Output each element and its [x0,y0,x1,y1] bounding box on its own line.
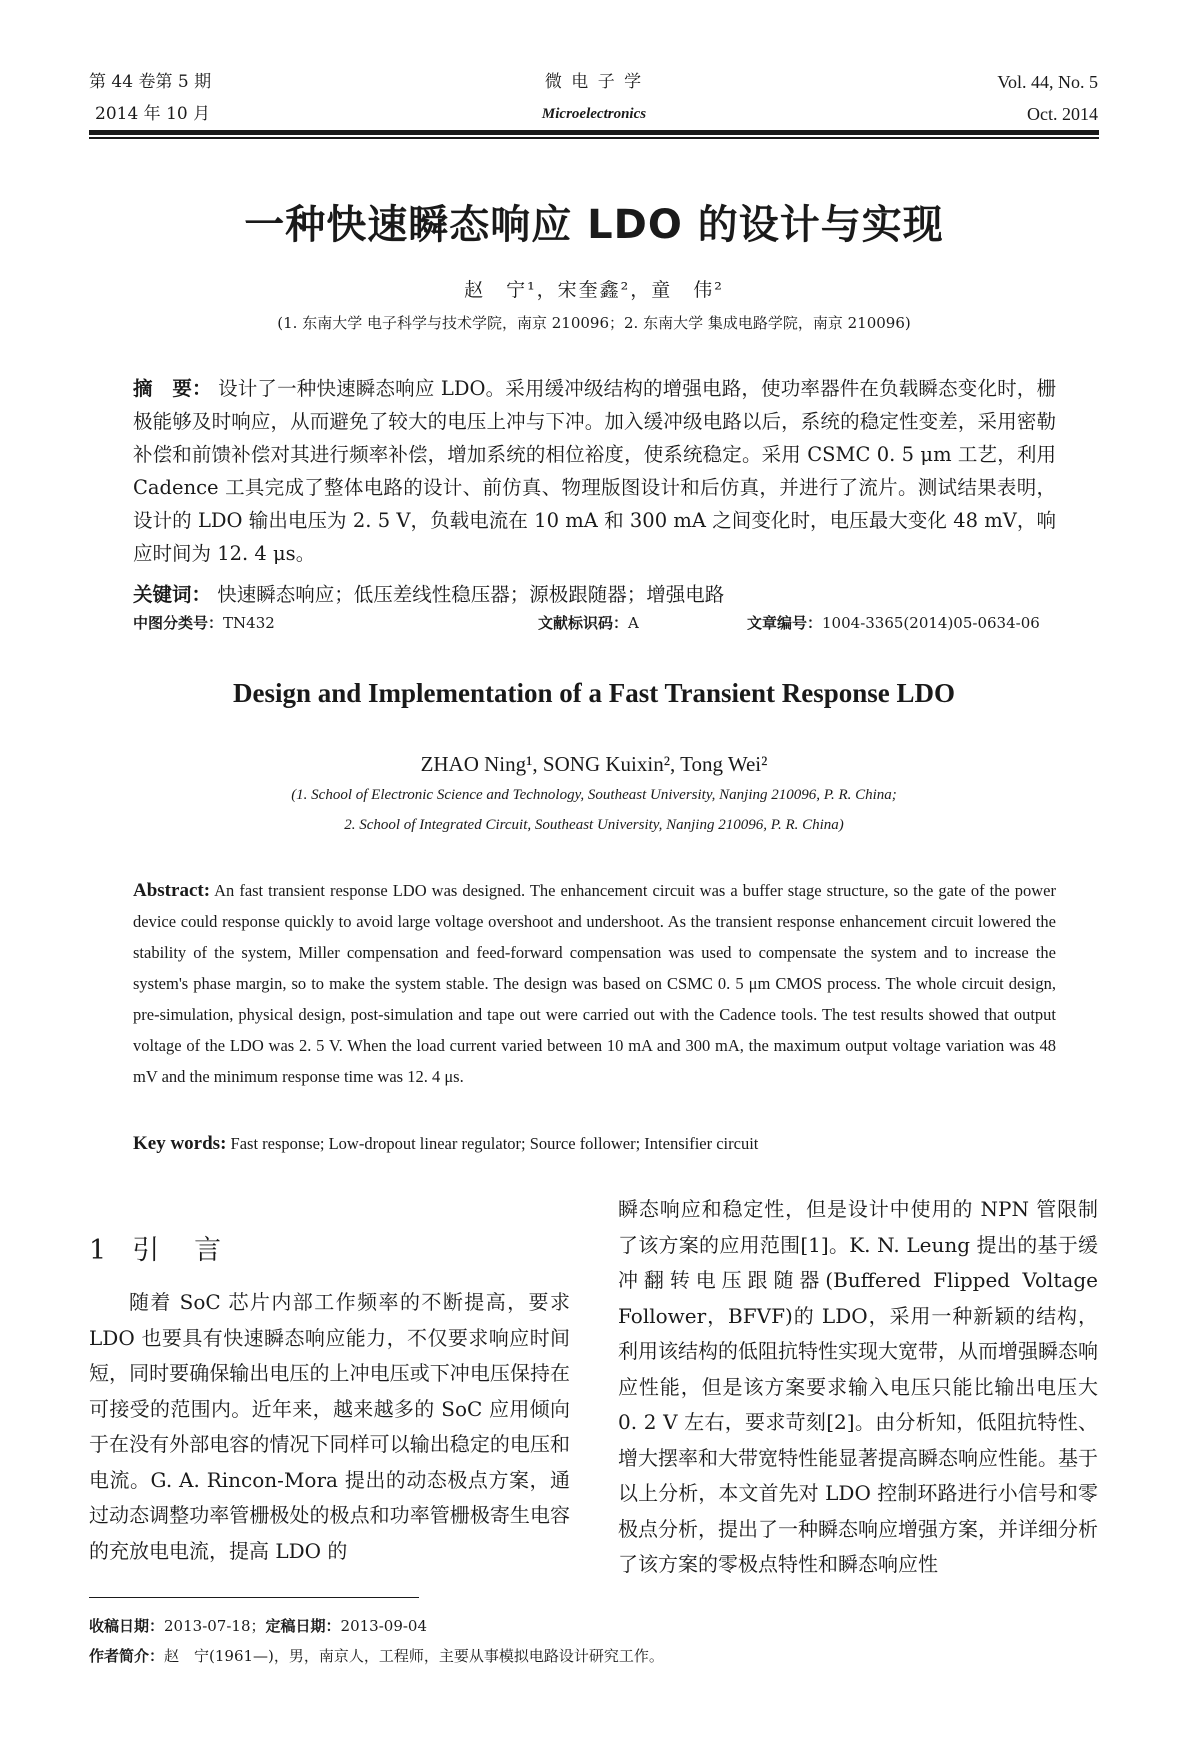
volume-cn: 第 44 卷第 5 期 [89,72,212,92]
journal-cn: 微 电 子 学 [544,72,644,92]
author-bio: 赵 宁(1961—)，男，南京人，工程师，主要从事模拟电路设计研究工作。 [164,1647,664,1665]
received-date: 2013-07-18 [164,1617,251,1635]
affiliation-cn: (1. 东南大学 电子科学与技术学院，南京 210096；2. 东南大学 集成电路学院，南京 210096) [277,314,911,332]
keywords-cn [133,578,1056,611]
title-cn: 一种快速瞬态响应 LDO 的设计与实现 [244,202,944,248]
footnote-rule [89,1597,419,1598]
abstract-cn [133,372,1056,570]
author-label: 作者简介： [89,1647,165,1665]
authors-cn: 赵 宁¹，宋奎鑫²，童 伟² [464,279,724,301]
article-number: 文章编号：1004-3365(2014)05-0634-06 [747,614,1040,632]
accepted-label: 定稿日期： [265,1617,341,1635]
authors-en: ZHAO Ning¹, SONG Kuixin², Tong Wei² [420,752,768,776]
abstract-en [133,875,1056,1092]
section-number: 1 [89,1235,111,1266]
date-cn: 2014 年 10 月 [95,104,211,124]
affiliation-en-1: (1. School of Electronic Science and Technology, Southeast University, Nanjing 210096, P. R. China; [291,787,897,803]
keywords-cn-text: 快速瞬态响应；低压差线性稳压器；源极跟随器；增强电路 [217,583,725,606]
title-en: Design and Implementation of a Fast Transient Response LDO [232,678,956,708]
header-rule-thin [89,137,1099,139]
section-title: 引 言 [132,1235,226,1266]
keywords-cn-label: 关键词： [133,583,212,606]
body-left-column: 随着 SoC 芯片内部工作频率的不断提高，要求 LDO 也要具有快速瞬态响应能力，不仅要求响应时间短，同时要确保输出电压的上冲电压或下冲电压保持在可接受的范围内。近年来，越来越多的 SoC 应用倾向于在没有外部电容的情况下同样可以输出稳定的电压和电流。G. A. Rincon-Mora 提出的动态极点方案，通过动态调整功率管栅极处的极点和功率管栅极寄生电容的充放电电流，提高 LDO 的 [89,1290,570,1563]
journal-en: Microelectronics [541,106,647,122]
doc-code: 文献标识码：A [538,614,639,632]
abstract-en-label: Abstract: [133,880,211,901]
keywords-en-text: Fast response; Low-dropout linear regulator; Source follower; Intensifier circuit [230,1134,759,1153]
accepted-date: 2013-09-04 [340,1617,428,1635]
footnote-dates: 收稿日期：2013-07-18；定稿日期：2013-09-04 [89,1617,428,1635]
abstract-cn-text: 设计了一种快速瞬态响应 LDO。采用缓冲级结构的增强电路，使功率器件在负载瞬态变化时，栅极能够及时响应，从而避免了较大的电压上冲与下冲。加入缓冲级电路以后，系统的稳定性变差，采用密勒补偿和前馈补偿对其进行频率补偿，增加系统的相位裕度，使系统稳定。采用 CSMC 0. 5 μm 工艺，利用 Cadence 工具完成了整体电路的设计、前仿真、物理版图设计和后仿真，并进行了流片。测试结果表明，设计的 LDO 输出电压为 2. 5 V，负载电流在 10 mA 和 300 mA 之间变化时，电压最大变化 48 mV，响应时间为 12. 4 μs。 [133,377,1056,565]
clc-number: 中图分类号：TN432 [133,614,275,632]
volume-en: Vol. 44, No. 5 [997,72,1098,92]
body-right-column: 瞬态响应和稳定性，但是设计中使用的 NPN 管限制了该方案的应用范围[1]。K. N. Leung 提出的基于缓冲翻转电压跟随器(Buffered Flipped Voltage Follower，BFVF)的 LDO，采用一种新颖的结构，利用该结构的低阻抗特性实现大宽带，从而增强瞬态响应性能，但是该方案要求输入电压只能比输出电压大 0. 2 V 左右，要求苛刻[2]。由分析知，低阻抗特性、增大摆率和大带宽特性能显著提高瞬态响应性能。基于以上分析，本文首先对 LDO 控制环路进行小信号和零极点分析，提出了一种瞬态响应增强方案，并详细分析了该方案的零极点特性和瞬态响应性 [618,1197,1098,1576]
received-label: 收稿日期： [89,1617,165,1635]
section-heading [89,1228,247,1267]
footnote-author [89,1645,664,1666]
keywords-en [133,1133,758,1155]
header-rule-thick [89,130,1099,135]
date-en: Oct. 2014 [1027,104,1098,124]
abstract-en-text: An fast transient response LDO was designed. The enhancement circuit was a buffer stage structure, so the gate of the power device could response quickly to avoid large voltage overshoot and undershoot. As the transient response enhancement circuit lowered the stability of the system, Miller compensation and feed-forward compensation was used to compensate the system and to increase the system's phase margin, so to make the system stable. The design was based on CSMC 0. 5 μm CMOS process. The whole circuit design, pre-simulation, physical design, post-simulation and tape out were carried out with the Cadence tools. The test results showed that output voltage of the LDO was 2. 5 V. When the load current varied between 10 mA and 300 mA, the maximum output voltage variation was 48 mV and the minimum response time was 12. 4 μs. [133,881,1056,1086]
keywords-en-label: Key words: [133,1133,227,1154]
abstract-cn-label: 摘 要： [133,377,212,400]
affiliation-en-2: 2. School of Integrated Circuit, Southeast University, Nanjing 210096, P. R. China) [344,817,844,833]
